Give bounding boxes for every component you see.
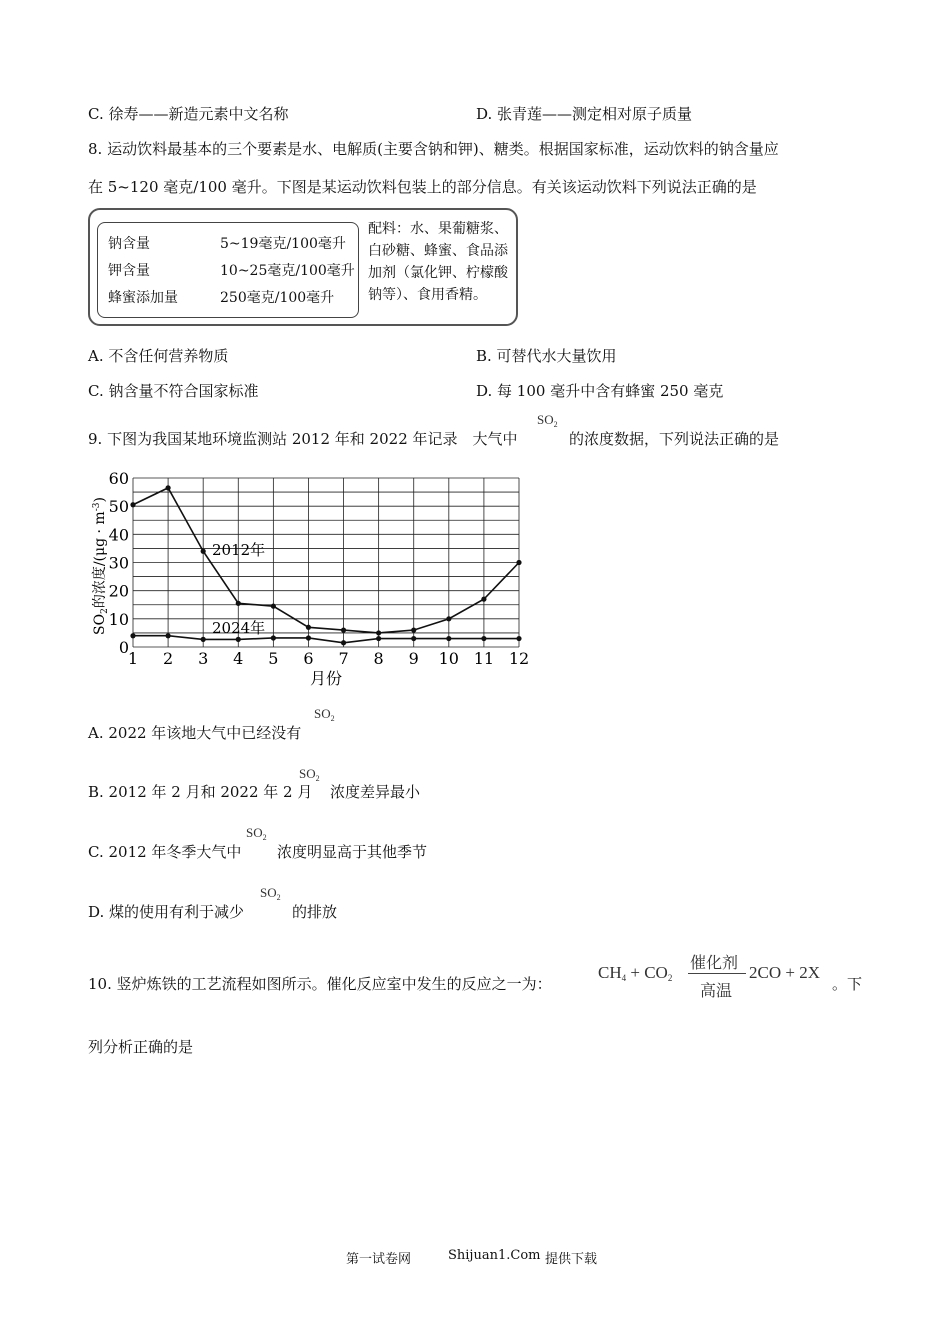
x-tick-label: 9 (408, 649, 419, 668)
q9-option-c-tail: 浓度明显高于其他季节 (277, 843, 428, 861)
x-tick-label: 1 (127, 649, 139, 668)
q9-option-d-tail: 的排放 (292, 903, 338, 921)
q8-option-b: B. 可替代水大量饮用 (476, 347, 617, 365)
x-tick-label: 8 (373, 649, 384, 668)
q7-option-d: D. 张青莲——测定相对原子质量 (476, 105, 693, 123)
q8-option-a: A. 不含任何营养物质 (88, 347, 229, 365)
data-point (306, 625, 311, 630)
nutrition-value: 5~19毫克/100毫升 (220, 236, 346, 252)
data-point (201, 637, 206, 642)
y-tick-label: 40 (108, 525, 129, 545)
x-tick-label: 11 (473, 649, 495, 668)
nutrition-value: 250毫克/100毫升 (220, 290, 335, 306)
q7-option-c: C. 徐寿——新造元素中文名称 (88, 105, 289, 123)
so2-formula: $SO_2$ (299, 766, 320, 783)
x-tick-label: 10 (438, 649, 459, 668)
chart-grid (133, 478, 519, 647)
so2-formula: $SO_2$ (260, 885, 281, 902)
data-point (446, 616, 451, 621)
equation-products: 2CO + 2X (749, 963, 820, 982)
footer-download: 提供下载 (545, 1252, 598, 1267)
q9-option-d: D. 煤的使用有利于减少 (88, 903, 245, 921)
y-tick-labels (109, 470, 129, 657)
data-point (411, 628, 416, 633)
data-point (376, 630, 381, 635)
equation-condition-bottom: 高温 (700, 983, 733, 1000)
data-point (165, 633, 170, 638)
nutrition-row-potassium (108, 260, 355, 280)
q8-stem-line1: 8. 运动饮料最基本的三个要素是水、电解质(主要含钠和钾)、糖类。根据国家标准，运动饮料的钠含量应 (88, 140, 779, 158)
q8-stem-line2: 在 5~120 毫克/100 毫升。下图是某运动饮料包装上的部分信息。有关该运动饮料下列说法正确的是 (88, 178, 757, 196)
data-point (516, 636, 521, 641)
data-point (446, 636, 451, 641)
nutrition-label: 蜂蜜添加量 (108, 290, 178, 306)
series-line-0 (133, 488, 519, 633)
x-tick-label: 5 (268, 649, 279, 668)
ingredients-text: 配料：水、果葡糖浆、白砂糖、蜂蜜、食品添加剂（氯化钾、柠檬酸钠等）、食用香精。 (368, 221, 508, 303)
y-tick-label: 20 (108, 581, 129, 601)
data-point (271, 635, 276, 640)
data-point (236, 637, 241, 642)
footer-site-url: Shijuan1.Com (448, 1248, 541, 1263)
q9-option-b: B. 2012 年 2 月和 2022 年 2 月 (88, 783, 313, 801)
data-point (481, 597, 486, 602)
q10-stem-line2: 列分析正确的是 (88, 1038, 194, 1056)
nutrition-value: 10~25毫克/100毫升 (220, 263, 355, 279)
data-point (165, 485, 170, 490)
q9-stem-after: 的浓度数据，下列说法正确的是 (569, 430, 780, 448)
nutrition-label-box (88, 208, 518, 326)
so2-formula: $SO_2$ (314, 706, 335, 723)
data-point (130, 502, 135, 507)
chart-series (130, 485, 521, 645)
equation-condition-top: 催化剂 (690, 955, 739, 972)
x-tick-labels (128, 649, 529, 668)
x-tick-label: 2 (162, 649, 174, 668)
nutrition-row-sodium (108, 233, 346, 253)
so2-line-chart (86, 470, 536, 692)
so2-formula: $SO_2$ (246, 825, 267, 842)
y-tick-label: 0 (118, 638, 129, 657)
footer-site-name: 第一试卷网 (346, 1252, 412, 1267)
q8-option-c: C. 钠含量不符合国家标准 (88, 382, 259, 400)
x-tick-label: 6 (303, 649, 314, 668)
y-tick-label: 60 (108, 470, 129, 488)
q9-option-a: A. 2022 年该地大气中已经没有 (88, 724, 302, 742)
data-point (271, 604, 276, 609)
x-tick-label: 12 (508, 649, 530, 668)
q9-option-c: C. 2012 年冬季大气中 (88, 843, 242, 861)
y-tick-label: 10 (108, 609, 129, 629)
data-point (481, 636, 486, 641)
x-tick-label: 4 (233, 649, 244, 668)
data-point (376, 636, 381, 641)
data-point (306, 635, 311, 640)
y-tick-label: 30 (108, 553, 129, 573)
series-label-2012: 2012年 (212, 541, 266, 559)
q10-stem-tail: 。下 (832, 975, 863, 993)
series-line-1 (133, 636, 519, 643)
x-axis-label: 月份 (309, 669, 343, 688)
equation-line (688, 973, 746, 974)
x-tick-label: 3 (198, 649, 209, 668)
x-tick-label: 7 (338, 649, 349, 668)
equation-reactants: $CH_4 + CO_2$ (598, 963, 673, 983)
nutrition-table (97, 222, 359, 318)
data-point (516, 560, 521, 565)
data-point (341, 628, 346, 633)
q9-option-b-tail: 浓度差异最小 (330, 783, 421, 801)
q8-option-d: D. 每 100 毫升中含有蜂蜜 250 毫克 (476, 382, 724, 400)
data-point (411, 636, 416, 641)
data-point (130, 633, 135, 638)
data-point (236, 601, 241, 606)
series-label-2024: 2024年 (212, 619, 266, 637)
so2-formula: $SO_2$ (537, 412, 558, 429)
nutrition-row-honey (108, 287, 335, 307)
q10-stem: 10. 竖炉炼铁的工艺流程如图所示。催化反应室中发生的反应之一为： (88, 975, 552, 993)
y-tick-label: 50 (108, 497, 129, 517)
nutrition-label: 钾含量 (108, 263, 150, 279)
data-point (201, 549, 206, 554)
q9-stem-before: 9. 下图为我国某地环境监测站 2012 年和 2022 年记录 大气中 (88, 430, 518, 448)
nutrition-label: 钠含量 (108, 236, 150, 252)
data-point (341, 640, 346, 645)
y-axis-label: $SO_2$的浓度$/(\mu g \cdot m^{-3})$ (92, 497, 110, 635)
